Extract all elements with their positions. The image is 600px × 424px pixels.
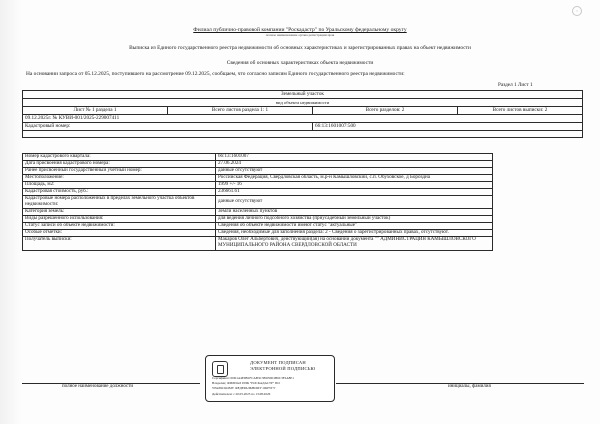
table-row	[23, 196, 493, 209]
row-label: Статус записи об объекте недвижимости:	[23, 222, 216, 229]
total-sheets-extract: Всего листов выписки: 2	[458, 107, 583, 115]
row-label: Кадастровые номера расположенных в пределах земельного участка объектов недвижимости:	[23, 196, 216, 209]
row-value: данные отсутствуют	[216, 168, 493, 175]
position-caption: полное наименование должности	[62, 384, 134, 389]
table-row	[23, 236, 493, 250]
top-block-table	[22, 90, 583, 138]
row-label: Особые отметки:	[23, 229, 216, 236]
characteristics-table	[22, 153, 493, 251]
row-value: 27.06.2024	[216, 161, 493, 168]
row-label: Ранее присвоенный государственный учетный номер:	[23, 168, 216, 175]
total-sections: Всего разделов: 2	[313, 107, 458, 115]
stamp-valid: Действителен: с 20.05.2025 по 13.08.2026	[212, 392, 271, 396]
total-sheets-section: Всего листов раздела 1: 1	[168, 107, 313, 115]
table-row	[23, 182, 493, 189]
stamp-line-1: ДОКУМЕНТ ПОДПИСАН	[250, 360, 306, 365]
row-label: Местоположение:	[23, 175, 216, 182]
stamp-line-2: ЭЛЕКТРОННОЙ ПОДПИСЬЮ	[250, 366, 316, 371]
cadastral-number-value: 66:13:1601007:500	[313, 123, 583, 131]
org-title: Филиал публично-правовой компании "Роскадастр" по Уральскому федеральному округу	[193, 27, 407, 33]
row-value: 236661.61	[216, 189, 493, 196]
stamp-certificate: Сертификат: 00D1A4E9B1FCAB3C3B1E6D1B6C3F2A8E1	[212, 376, 294, 380]
row-label: Дата присвоения кадастрового номера:	[23, 161, 216, 168]
row-value: Российская Федерация, Свердловская область, м.р-н Камышловский, с.п. Обуховское, д Бороздна	[216, 175, 493, 182]
blank-row	[23, 131, 583, 138]
row-value: Сведения об объекте недвижимости имеют статус "актуальные"	[216, 222, 493, 229]
table-row	[23, 175, 493, 182]
row-label: Кадастровая стоимость, руб.:	[23, 189, 216, 196]
sheet-number: Лист № 1 раздела 1	[23, 107, 168, 115]
razdel-label: Раздел 1 Лист 1	[498, 82, 533, 88]
object-type-caption: вид объекта недвижимости	[23, 99, 583, 107]
section-title: Сведения об основных характеристиках объекта недвижимости	[226, 60, 374, 66]
electronic-signature-stamp	[205, 355, 335, 402]
corner-circle-icon: ○	[572, 6, 582, 16]
object-type: Земельный участок	[23, 91, 583, 99]
cadastral-number-label: Кадастровый номер:	[23, 123, 313, 131]
row-value: 1999 +/- 16	[216, 182, 493, 189]
row-value: Сведения, необходимые для заполнения раздела: 2 - Сведения о зарегистрированных правах, отсутствуют.	[216, 229, 493, 236]
stamp-owner-2: УРАЛЬСКОМУ ФЕДЕРАЛЬНОМУ ОКРУГУ	[212, 386, 276, 390]
extract-title: Выписка из Единого государственного реестра недвижимости об основных характеристиках и зарегистрированных правах на объект недвижимости	[129, 45, 471, 51]
row-label: Площадь, м2:	[23, 182, 216, 189]
row-label: Виды разрешенного использования:	[23, 215, 216, 222]
row-value: 66:13:1601007	[216, 154, 493, 161]
row-value: данные отсутствуют	[216, 196, 493, 209]
request-line: На основании запроса от 05.12.2025, поступившего на рассмотрение 09.12.2025, сообщаем, что согласно записям Единого государственного реестра недвижимости:	[26, 71, 405, 77]
row-value: Макаров Олег Альбертович, действующий(ая) на основании документа "" АДМИНИСТРАЦИЯ КАМЫШЛОВСКОГО МУНИЦИПАЛЬНОГО РАЙОНА СВЕРДЛОВСКОЙ ОБЛАСТИ	[216, 236, 493, 250]
name-caption: инициалы, фамилия	[448, 384, 491, 389]
row-label: Номер кадастрового квартала:	[23, 154, 216, 161]
row-value: для ведения личного подсобного хозяйства (приусадебный земельный участок)	[216, 215, 493, 222]
row-value: Земли населенных пунктов	[216, 208, 493, 215]
emblem-icon	[212, 361, 228, 377]
org-subtitle: полное наименование органа регистрации прав	[265, 33, 335, 37]
document-reference: 09.12.2025г. № КУВИ-001/2025-229007411	[23, 115, 583, 123]
row-label: Получатель выписки:	[23, 236, 216, 250]
stamp-owner: Владелец: ФИЛИАЛ ППК "РОСКАДАСТР" ПО	[212, 381, 280, 385]
row-label: Категория земель:	[23, 208, 216, 215]
